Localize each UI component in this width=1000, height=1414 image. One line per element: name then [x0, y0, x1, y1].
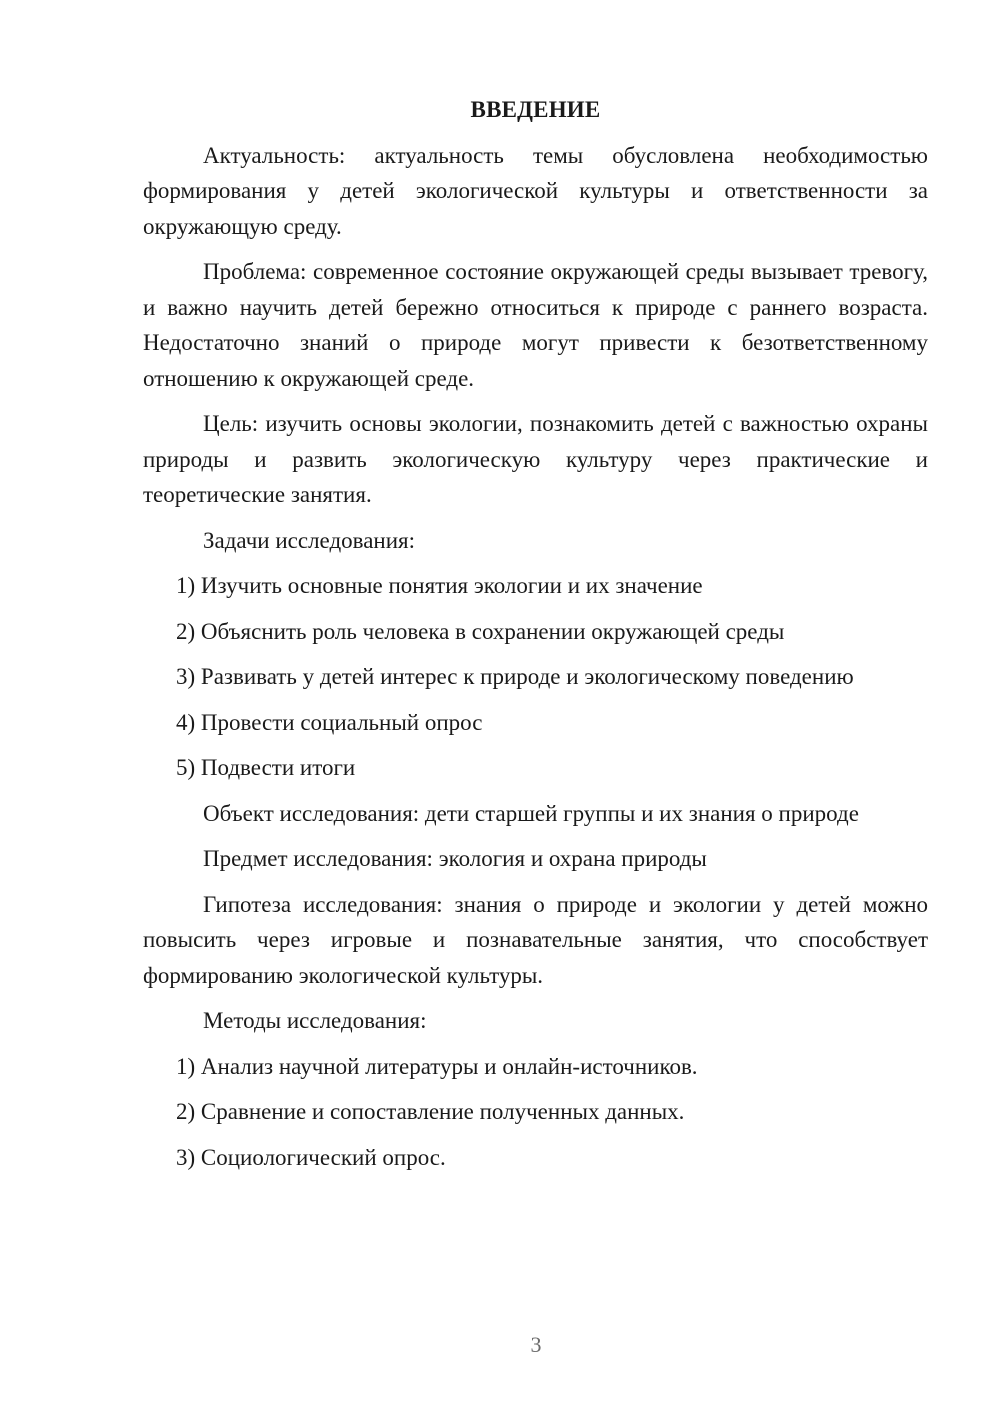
method-item-1: 1) Анализ научной литературы и онлайн-источников. [176, 1053, 698, 1079]
tasks-heading: Задачи исследования: [203, 527, 416, 553]
document-page [143, 92, 928, 1185]
hypothesis-paragraph: Гипотеза исследования: знания о природе и экологии у детей можно повысить через игровые и познавательные занятия, что способствует формированию экологической культуры. [143, 891, 928, 988]
task-item-2: 2) Объяснить роль человека в сохранении окружающей среды [176, 618, 785, 644]
research-subject: Предмет исследования: экология и охрана природы [203, 846, 707, 871]
task-item-1: 1) Изучить основные понятия экологии и их значение [176, 573, 703, 598]
task-item-3: 3) Развивать у детей интерес к природе и экологическому поведению [176, 664, 854, 689]
task-item-5: 5) Подвести итоги [176, 755, 356, 780]
method-item-3: 3) Социологический опрос. [176, 1144, 446, 1170]
section-title: ВВЕДЕНИЕ [470, 97, 601, 122]
page-number: 3 [530, 1332, 542, 1357]
relevance-paragraph: Актуальность: актуальность темы обусловлена необходимостью формирования у детей экологической культуры и ответственности за окружающую среду. [143, 142, 928, 239]
problem-paragraph: Проблема: современное состояние окружающей среды вызывает тревогу, и важно научить детей бережно относиться к природе с раннего возраста. Недостаточно знаний о природе могут привести к безответственному отношению к окружающей среде. [143, 259, 928, 391]
goal-paragraph: Цель: изучить основы экологии, познакомить детей с важностью охраны природы и развить экологическую культуру через практические и теоретические занятия. [143, 411, 928, 507]
methods-heading: Методы исследования: [203, 1008, 427, 1033]
research-object: Объект исследования: дети старшей группы и их знания о природе [203, 800, 859, 826]
method-item-2: 2) Сравнение и сопоставление полученных данных. [176, 1099, 685, 1124]
task-item-4: 4) Провести социальный опрос [176, 709, 483, 735]
